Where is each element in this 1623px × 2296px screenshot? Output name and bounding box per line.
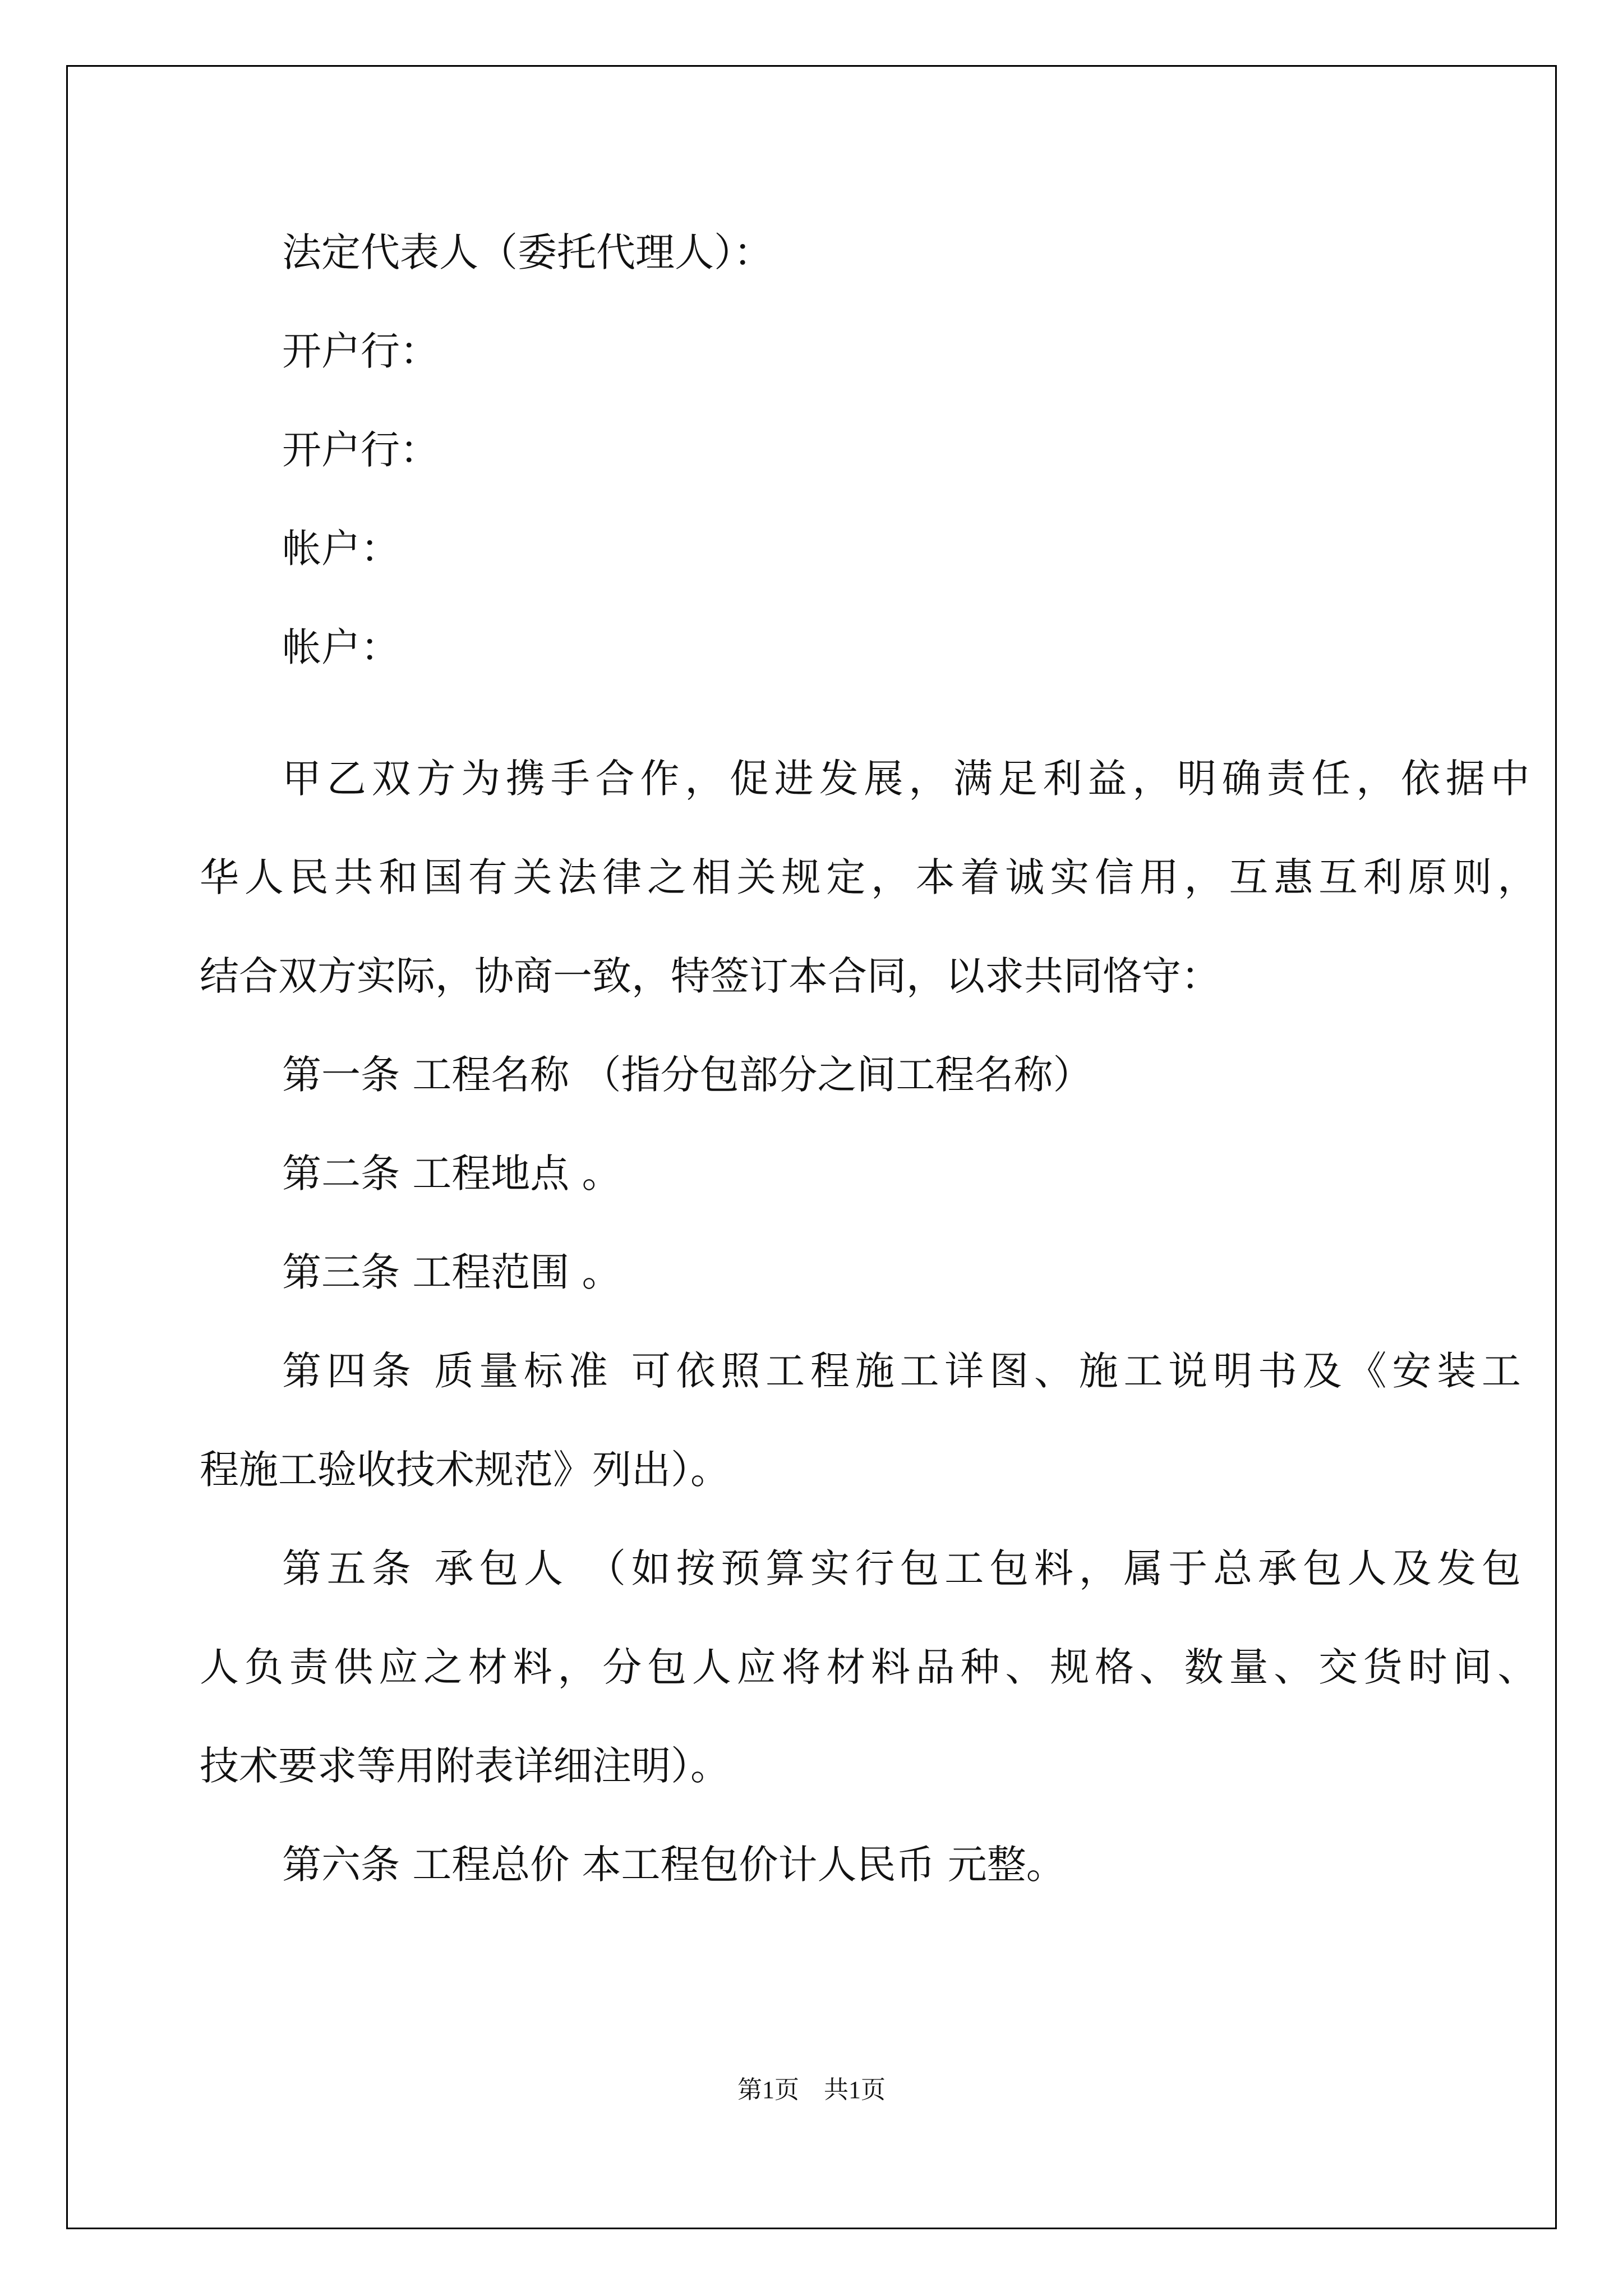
preamble-line-1: 甲乙双方为携手合作，促进发展，满足利益，明确责任，依据中 <box>282 756 1536 802</box>
article-5-line-2: 人负责供应之材料，分包人应将材料品种、规格、数量、交货时间、 <box>200 1644 1542 1690</box>
account-line-2: 帐户： <box>282 624 400 670</box>
preamble-line-2: 华人民共和国有关法律之相关规定，本着诚实信用，互惠互利原则， <box>200 854 1542 900</box>
article-5-line-1: 第五条 承包人 （如按预算实行包工包料，属于总承包人及发包 <box>282 1545 1527 1591</box>
article-2: 第二条 工程地点 。 <box>282 1151 621 1197</box>
article-5-line-3: 技术要求等用附表详细注明）。 <box>200 1743 730 1789</box>
bank-line-1: 开户行： <box>282 328 439 374</box>
page-number-current: 第1页 <box>737 2076 799 2104</box>
preamble-line-3: 结合双方实际，协商一致，特签订本合同，以求共同恪守： <box>200 953 1220 999</box>
article-3: 第三条 工程范围 。 <box>282 1249 621 1295</box>
article-1: 第一条 工程名称 （指分包部分之间工程名称） <box>282 1052 1092 1098</box>
page-number-total: 共1页 <box>824 2076 886 2104</box>
bank-line-2: 开户行： <box>282 427 439 473</box>
account-line-1: 帐户： <box>282 526 400 572</box>
page-footer <box>0 2073 1623 2107</box>
article-4-line-2: 程施工验收技术规范》列出）。 <box>200 1447 730 1493</box>
legal-representative-line: 法定代表人（委托代理人）： <box>282 229 773 275</box>
article-4-line-1: 第四条 质量标准 可依照工程施工详图、施工说明书及《安装工 <box>282 1348 1527 1394</box>
article-6: 第六条 工程总价 本工程包价计人民币 元整。 <box>282 1842 1066 1888</box>
